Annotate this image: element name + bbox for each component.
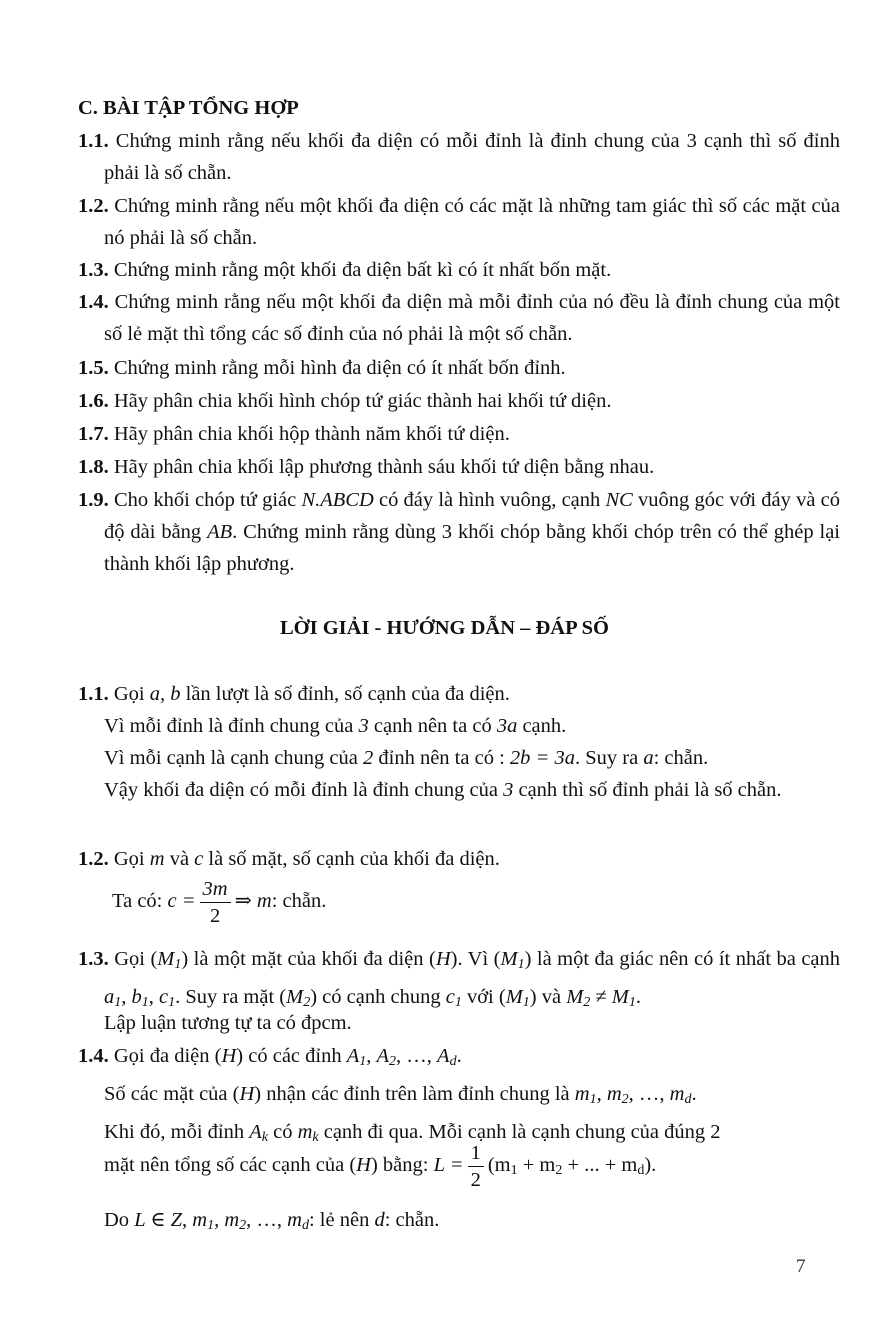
solution-1-2: 1.2. Gọi m và c là số mặt, số cạnh của khối đa diện.	[78, 848, 500, 870]
solution-1-3-conclusion: Lập luận tương tự ta có đpcm.	[104, 1012, 352, 1034]
fraction-3m-over-2: $\frac{3m}{2}$	[200, 876, 231, 929]
exercise-1-9: 1.9. Cho khối chóp tứ giác N.ABCD có đáy là hình vuông, cạnh NC vuông góc với đáy và có độ dài bằng AB. Chứng minh rằng dùng 3 khối chóp bằng khối chóp trên có thể ghép lại thành khối lập phương.	[78, 489, 841, 575]
solution-1-4-formula: mặt nên tổng số các cạnh của (H) bằng: L = $\frac{1}{2}$ ($m_1 + m_2$ + ... + $m_d$).	[104, 1142, 657, 1191]
solution-1-2-formula: Ta có: c = $\frac{3m}{2}$ ⇒ m: chẵn.	[112, 878, 327, 927]
exercise-1-1: 1.1. Chứng minh rằng nếu khối đa diện có mỗi đỉnh là đỉnh chung của 3 cạnh thì số đỉnh phải là số chẵn.	[78, 130, 841, 184]
exercise-1-3: 1.3. Chứng minh rằng một khối đa diện bất kì có ít nhất bốn mặt.	[78, 259, 612, 281]
solution-1-1: 1.1. Gọi a, b lần lượt là số đỉnh, số cạnh của đa diện. Vì mỗi đỉnh là đỉnh chung của 3 cạnh nên ta có 3a cạnh. Vì mỗi cạnh là cạnh chung của 2 đỉnh nên ta có : 2b = 3a. Suy ra a: chẵn. Vậy khối đa diện có mỗi đỉnh là đỉnh chung của 3 cạnh thì số đỉnh phải là số chẵn.	[78, 683, 782, 801]
exercise-1-5: 1.5. Chứng minh rằng mỗi hình đa diện có ít nhất bốn đỉnh.	[78, 357, 566, 379]
page-number: 7	[796, 1256, 806, 1277]
solution-1-3: 1.3. Gọi $(M_1)$ là một mặt của khối đa diện (H). Vì $(M_1)$ là một đa giác nên có ít nhất ba cạnh $a_1$, $b_1$, $c_1$. Suy ra mặt $(M_2)$ có cạnh chung $c_1$ với $(M_1)$ và $M_2 \ne M_1$.	[78, 948, 841, 1010]
exercise-1-4: 1.4. Chứng minh rằng nếu một khối đa diện mà mỗi đỉnh của nó đều là đỉnh chung của một số lẻ mặt thì tổng các số đỉnh của nó phải là một số chẵn.	[78, 291, 840, 345]
section-c-title: C. BÀI TẬP TỔNG HỢP	[78, 97, 299, 119]
exercise-1-8: 1.8. Hãy phân chia khối lập phương thành sáu khối tứ diện bằng nhau.	[78, 456, 655, 478]
solution-1-4: 1.4. Gọi đa diện (H) có các đỉnh $A_1$, $A_2$, …, $A_d$. Số các mặt của (H) nhận các đỉnh trên làm đỉnh chung là $m_1$, $m_2$, …, $m_d$. Khi đó, mỗi đỉnh $A_k$ có $m_k$ cạnh đi qua. Mỗi cạnh là cạnh chung của đúng 2	[78, 1045, 721, 1145]
exercise-1-7: 1.7. Hãy phân chia khối hộp thành năm khối tứ diện.	[78, 423, 510, 445]
exercise-1-2: 1.2. Chứng minh rằng nếu một khối đa diện có các mặt là những tam giác thì số các mặt của nó phải là số chẵn.	[78, 195, 840, 249]
solution-1-4-conclusion: Do L ∈ Z, $m_1$, $m_2$, …, $m_d$: lẻ nên d: chẵn.	[104, 1209, 440, 1233]
fraction-1-over-2: $\frac{1}{2}$	[468, 1140, 484, 1193]
exercise-1-6: 1.6. Hãy phân chia khối hình chóp tứ giác thành hai khối tứ diện.	[78, 390, 612, 412]
solutions-title: LỜI GIẢI - HƯỚNG DẪN – ĐÁP SỐ	[280, 617, 609, 639]
